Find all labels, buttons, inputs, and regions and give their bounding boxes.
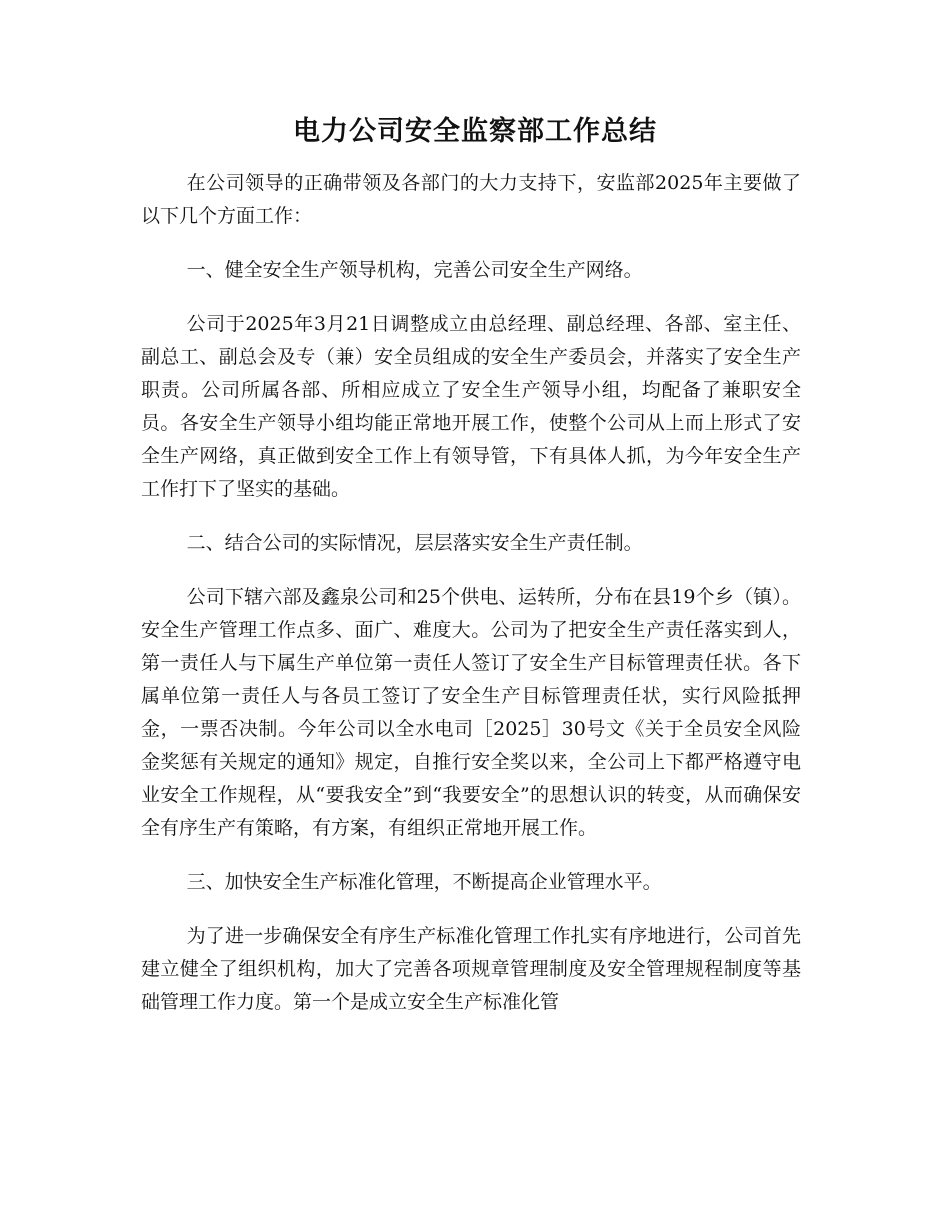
paragraph-section-1: 公司于2025年3月21日调整成立由总经理、副总经理、各部、室主任、副总工、副总会及专（兼）安全员组成的安全生产委员会，并落实了安全生产职责。公司所属各部、所相应成立了安全生产领导小组，均配备了兼职安全员。各安全生产领导小组均能正常地开展工作，使整个公司从上而上形式了安全生产网络，真正做到安全工作上有领导管，下有具体人抓，为今年安全生产工作打下了坚实的基础。: [141, 313, 801, 500]
document-body: [141, 167, 801, 1019]
document-title: 电力公司安全监察部工作总结: [293, 116, 657, 147]
paragraph-section-2: 公司下辖六部及鑫泉公司和25个供电、运转所，分布在县19个乡（镇）。安全生产管理工作点多、面广、难度大。公司为了把安全生产责任落实到人，第一责任人与下属生产单位第一责任人签订了安全生产目标管理责任状。各下属单位第一责任人与各员工签订了安全生产目标管理责任状，实行风险抵押金，一票否决制。今年公司以全水电司［2025］30号文《关于全员安全风险金奖惩有关规定的通知》规定，自推行安全奖以来，全公司上下都严格遵守电业安全工作规程，从“要我安全”到“我要安全”的思想认识的转变，从而确保安全有序生产有策略，有方案，有组织正常地开展工作。: [141, 586, 801, 839]
section-heading-2: 二、结合公司的实际情况，层层落实安全生产责任制。: [186, 532, 643, 554]
section-heading-3: 三、加快安全生产标准化管理，不断提高企业管理水平。: [186, 871, 662, 893]
paragraph-intro: 在公司领导的正确带领及各部门的大力支持下，安监部2025年主要做了以下几个方面工作：: [141, 172, 801, 227]
paragraph-section-3: 为了进一步确保安全有序生产标准化管理工作扎实有序地进行，公司首先建立健全了组织机构，加大了完善各项规章管理制度及安全管理规程制度等基础管理工作力度。第一个是成立安全生产标准化管: [141, 925, 801, 1013]
section-heading-1: 一、健全安全生产领导机构，完善公司安全生产网络。: [186, 259, 643, 281]
